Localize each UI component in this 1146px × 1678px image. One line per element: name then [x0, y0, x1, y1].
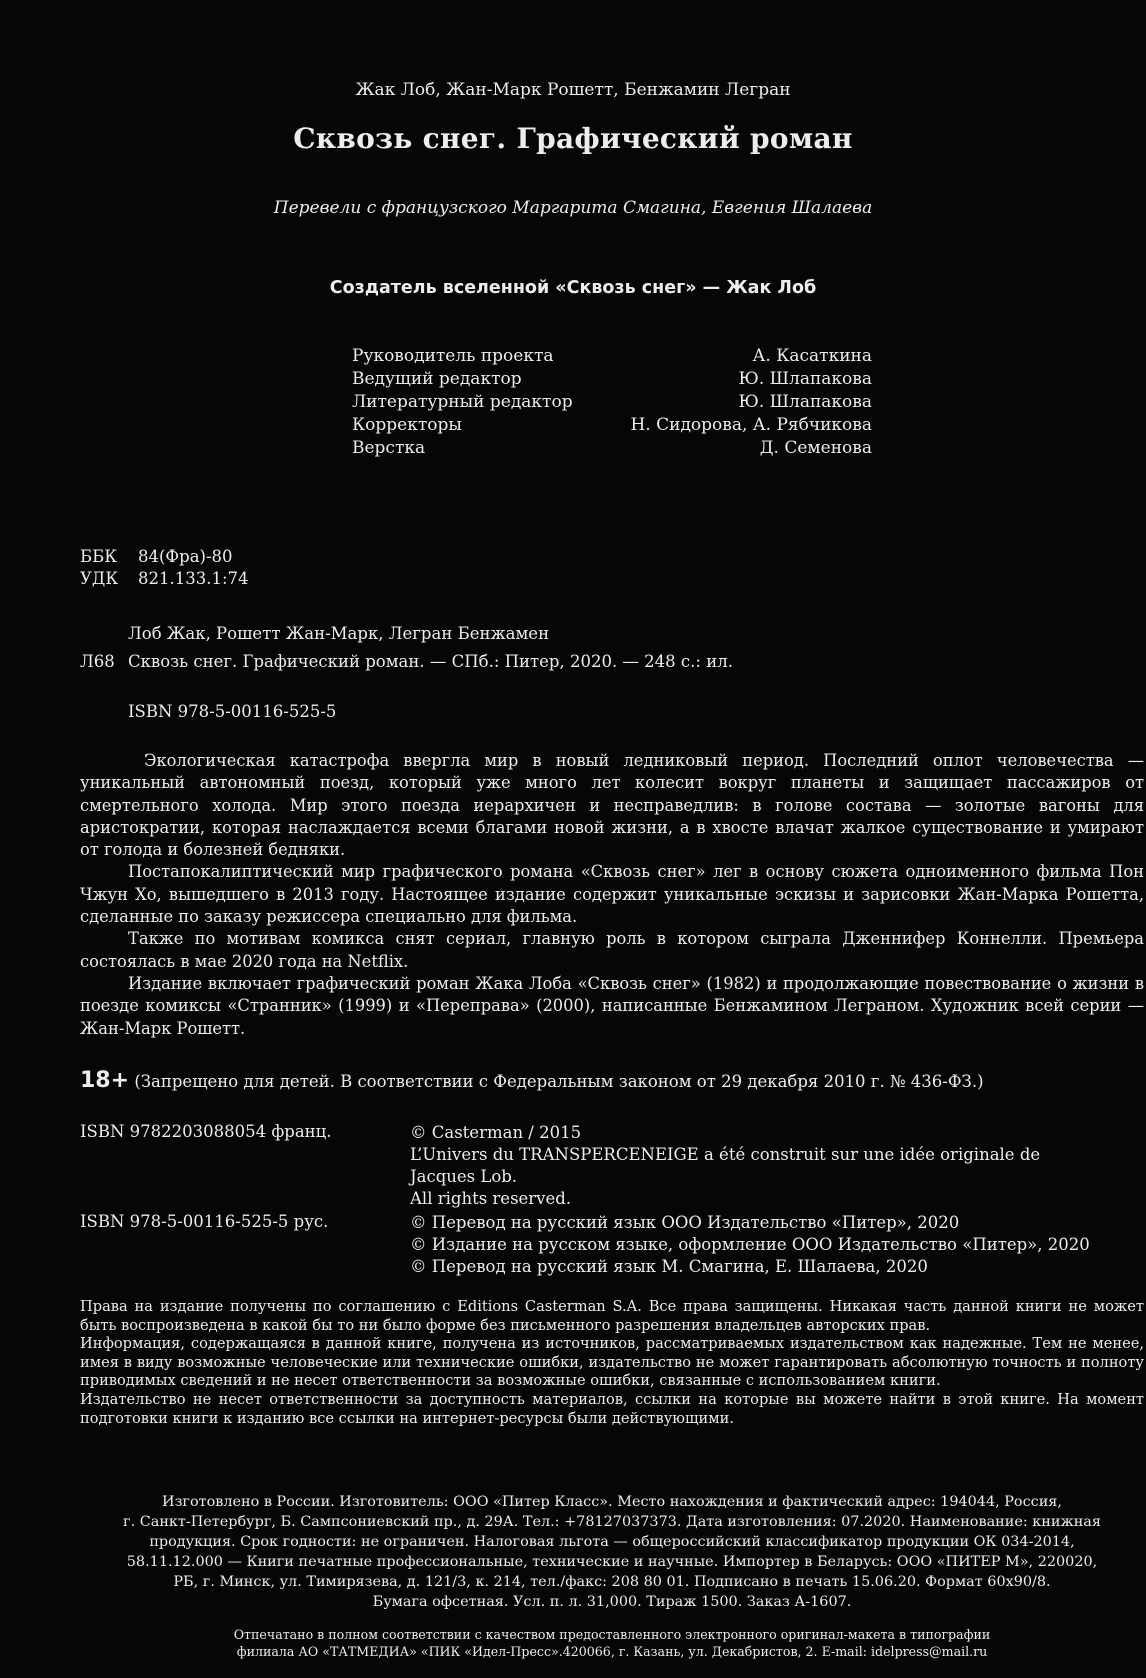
copyright-line: © Перевод на русский язык ООО Издательство «Питер», 2020 [410, 1213, 960, 1232]
summary-paragraph: Издание включает графический роман Жака Лоба «Сквозь снег» (1982) и продолжающие повествование о жизни в поезде комиксы «Странник» (1999) и «Переправа» (2000), написанные Бенжамином Леграном. Художник всей серии — Жан-Марк Рошетт. [80, 973, 1144, 1038]
copyright-line: L’Univers du TRANSPERCENEIGE a été construit sur une idée originale de Jacques Lob. [410, 1145, 1041, 1186]
credit-role: Руководитель проекта [352, 346, 554, 366]
bbk-row [80, 546, 249, 568]
udk-label: УДК [80, 569, 119, 588]
rights-notice [80, 1298, 1144, 1428]
credit-name: Ю. Шлапакова [738, 392, 872, 412]
manufacturer-line: Изготовлено в России. Изготовитель: ООО «Питер Класс». Место нахождения и фактический адрес: 194044, Россия, [162, 1494, 1062, 1510]
copyright-line: © Перевод на русский язык М. Смагина, Е. Шалаева, 2020 [410, 1257, 928, 1276]
book-summary [80, 750, 1144, 1040]
credits-list [352, 345, 872, 460]
bbk-label: ББК [80, 547, 118, 566]
print-note-line: Отпечатано в полном соответствии с качеством предоставленного электронного оригинал-макета в типографии [233, 1627, 991, 1642]
manufacturer-line: г. Санкт-Петербург, Б. Сампсониевский пр., д. 29А. Тел.: +78127037373. Дата изготовления: 07.2020. Наименование: книжная [123, 1514, 1101, 1530]
authors: Жак Лоб, Жан-Марк Рошетт, Бенжамин Легран [355, 80, 791, 100]
copyright-russian [410, 1212, 1110, 1278]
credit-name: Д. Семенова [759, 438, 872, 458]
age-rating [80, 1068, 984, 1093]
copyright-french [410, 1122, 1110, 1210]
catalog-entry [80, 620, 1146, 676]
catalog-isbn: ISBN 978-5-00116-525-5 [128, 702, 337, 721]
credit-row [352, 345, 872, 368]
isbn-french: ISBN 9782203088054 франц. [80, 1122, 332, 1141]
summary-paragraph: Экологическая катастрофа ввергла мир в новый ледниковый период. Последний оплот человечества — уникальный автономный поезд, который уже много лет колесит вокруг планеты и защищает пассажиров от смертельного холода. Мир этого поезда иерархичен и несправедлив: в голове состава — золотые вагоны для аристократии, которая наслаждается всеми благами новой жизни, а в хвосте влачат жалкое существование и умирают от голода и болезней бедняки. [80, 751, 1144, 860]
catalog-entry-text: Сквозь снег. Графический роман. — СПб.: Питер, 2020. — 248 с.: ил. [128, 652, 733, 671]
credit-role: Ведущий редактор [352, 369, 522, 389]
catalog-code: Л68 [80, 652, 115, 671]
bbk-value: 84(Фра)-80 [138, 547, 233, 566]
rights-paragraph: Права на издание получены по соглашению с Editions Casterman S.A. Все права защищены. Никакая часть данной книги не может быть воспроизведена в какой бы то ни было форме без письменного разрешения владельцев авторских прав. [80, 1298, 1144, 1334]
summary-paragraph: Постапокалиптический мир графического романа «Сквозь снег» лег в основу сюжета одноименного фильма Пон Чжун Хо, вышедшего в 2013 году. Настоящее издание содержит уникальные эскизы и зарисовки Жан-Марка Рошетта, сделанные по заказу режиссера специально для фильма. [80, 862, 1144, 927]
catalog-authors: Лоб Жак, Рошетт Жан-Марк, Легран Бенжамен [128, 624, 550, 643]
catalog-authors-row [80, 620, 1146, 648]
copyright-line: © Издание на русском языке, оформление ООО Издательство «Питер», 2020 [410, 1235, 1090, 1254]
credit-row [352, 437, 872, 460]
udk-row [80, 568, 249, 590]
udk-value: 821.133.1:74 [138, 569, 249, 588]
rights-paragraph: Издательство не несет ответственности за доступность материалов, ссылки на которые вы можете найти в этой книге. На момент подготовки книги к изданию все ссылки на интернет-ресурсы были действующими. [80, 1390, 1144, 1427]
print-note [80, 1626, 1144, 1660]
classification-codes [80, 546, 249, 590]
copyright-line: © Casterman / 2015 [410, 1123, 582, 1142]
manufacturer-line: РБ, г. Минск, ул. Тимирязева, д. 121/3, к. 214, тел./факс: 208 80 01. Подписано в печать 15.06.20. Формат 60х90/8. [173, 1574, 1051, 1590]
credit-row [352, 368, 872, 391]
credit-name: А. Касаткина [752, 346, 872, 366]
manufacturer-info [80, 1492, 1144, 1612]
credit-role: Верстка [352, 438, 426, 458]
credit-row [352, 391, 872, 414]
summary-paragraph: Также по мотивам комикса снят сериал, главную роль в котором сыграла Дженнифер Коннелли. Премьера состоялась в мае 2020 года на Netflix. [80, 929, 1144, 971]
manufacturer-line: Бумага офсетная. Усл. п. л. 31,000. Тираж 1500. Заказ А-1607. [372, 1594, 852, 1610]
copyright-line: All rights reserved. [410, 1189, 572, 1208]
print-note-line: филиала АО «ТАТМЕДИА» «ПИК «Идел-Пресс».420066, г. Казань, ул. Декабристов, 2. E-mail: idelpress@mail.ru [236, 1644, 988, 1659]
rights-paragraph: Информация, содержащаяся в данной книге, получена из источников, рассматриваемых издательством как надежные. Тем не менее, имея в виду возможные человеческие или технические ошибки, издательство не может гарантировать абсолютную точность и полноту приводимых сведений и не несет ответственности за возможные ошибки, связанные с использованием книги. [80, 1335, 1144, 1390]
credit-role: Литературный редактор [352, 392, 573, 412]
manufacturer-line: продукция. Срок годности: не ограничен. Налоговая льгота — общероссийский классификатор продукции ОК 034-2014, [149, 1534, 1075, 1550]
isbn-russian: ISBN 978-5-00116-525-5 рус. [80, 1212, 329, 1231]
age-rating-text: (Запрещено для детей. В соответствии с Федеральным законом от 29 декабря 2010 г. № 436-ФЗ.) [134, 1072, 984, 1091]
credit-name: Ю. Шлапакова [738, 369, 872, 389]
manufacturer-line: 58.11.12.000 — Книги печатные профессиональные, технические и научные. Импортер в Беларусь: ООО «ПИТЕР М», 220020, [126, 1554, 1098, 1570]
translators: Перевели с французского Маргарита Смагина, Евгения Шалаева [273, 198, 873, 218]
credit-row [352, 414, 872, 437]
credit-name: Н. Сидорова, А. Рябчикова [630, 415, 872, 435]
credit-role: Корректоры [352, 415, 462, 435]
catalog-entry-row [80, 648, 1146, 676]
universe-creator: Создатель вселенной «Сквозь снег» — Жак Лоб [329, 278, 817, 298]
age-rating-badge: 18+ [80, 1068, 130, 1093]
book-title: Сквозь снег. Графический роман [293, 122, 853, 155]
